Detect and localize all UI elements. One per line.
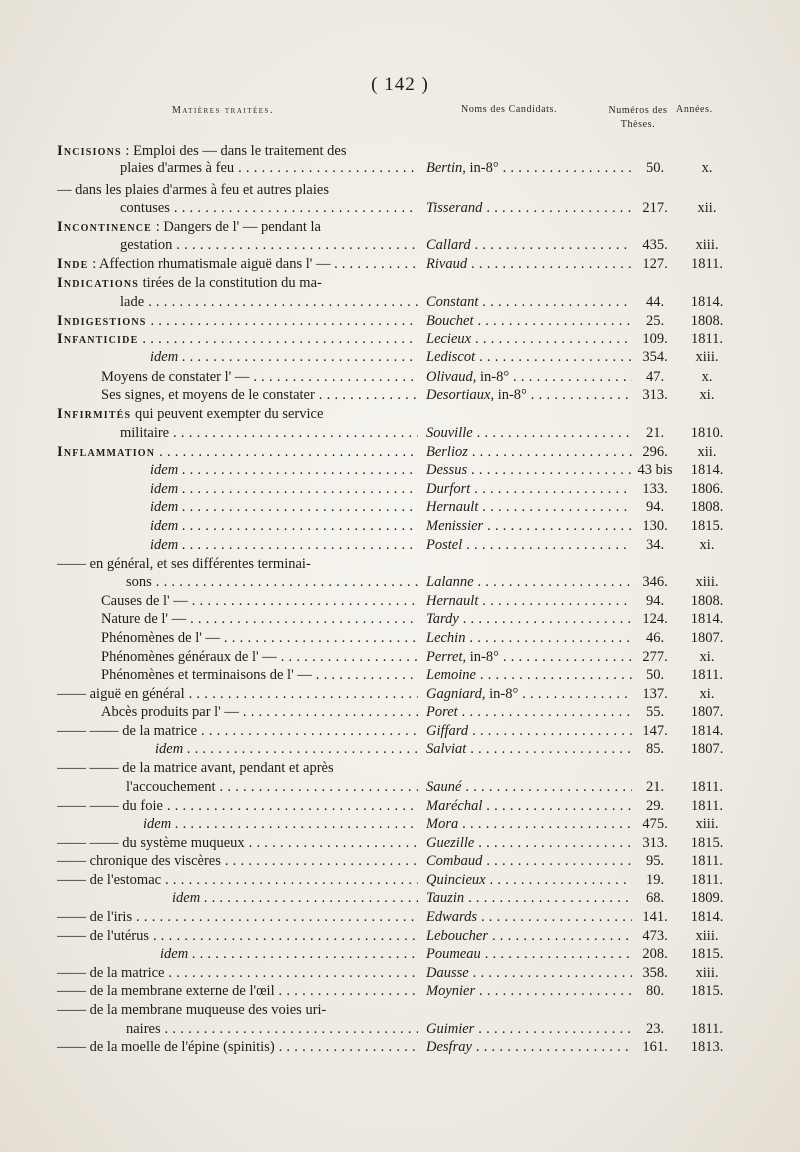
subject-heading: Incisions (57, 143, 122, 159)
thesis-year: xiii. (695, 574, 719, 590)
subject-detail: idem . . . (150, 462, 418, 478)
thesis-number: 147. (642, 723, 668, 739)
candidate-name: Lemoine . . . (426, 666, 632, 685)
thesis-year: 1808. (690, 499, 724, 515)
thesis-number: 137. (642, 686, 668, 702)
thesis-number: 43 bis (637, 462, 673, 478)
candidate-name: Tisserand . . . (426, 199, 632, 218)
candidate-name: Dessus . . . (426, 461, 632, 480)
index-line (0, 815, 800, 834)
index-line (0, 199, 800, 218)
subject-text (126, 778, 418, 797)
ditto-dash: —— —— (57, 798, 119, 814)
thesis-number: 19. (645, 872, 665, 888)
subject-text (143, 815, 418, 834)
subject-detail (155, 444, 418, 460)
thesis-number: 358. (642, 965, 668, 981)
thesis-number: 313. (642, 835, 668, 851)
subject-text (57, 982, 418, 1001)
thesis-year: 1814. (690, 294, 724, 310)
candidate-name: Lediscot . . . (426, 348, 632, 367)
candidate-name: Callard . . . (426, 236, 632, 255)
index-line (0, 778, 800, 797)
subject-detail: naires . . . (126, 1021, 418, 1037)
index-line (0, 330, 800, 349)
subject-detail: : Dangers de l' — pendant la (152, 219, 321, 235)
subject-text (57, 1038, 418, 1057)
index-line (0, 908, 800, 927)
subject-text (150, 480, 418, 499)
thesis-year: 1807. (690, 741, 724, 757)
ditto-dash: —— —— (57, 723, 119, 739)
index-line (0, 312, 800, 331)
ditto-dash: —— (57, 872, 86, 888)
ditto-dash: —— —— (57, 760, 119, 776)
ditto-dash: —— —— (57, 835, 119, 851)
index-line (0, 368, 800, 387)
index-line (0, 740, 800, 759)
ditto-dash: —— (57, 928, 86, 944)
page-number: ( 142 ) (371, 74, 429, 95)
thesis-year: xi. (699, 649, 715, 665)
subject-detail: Abcès produits par l' — . . . (101, 704, 418, 720)
subject-detail: chronique des viscères . . . (86, 853, 418, 869)
subject-text (57, 685, 418, 704)
subject-text (101, 592, 418, 611)
subject-detail: plaies d'armes à feu . . . (120, 160, 418, 176)
subject-text (57, 555, 412, 574)
candidate-name: Tauzin . . . (426, 889, 632, 908)
index-line (0, 648, 800, 667)
thesis-number: 94. (645, 499, 665, 515)
candidate-name: Giffard . . . (426, 722, 632, 741)
candidate-name: Lechin . . . (426, 629, 632, 648)
thesis-number: 435. (642, 237, 668, 253)
index-line (0, 461, 800, 480)
thesis-number: 277. (642, 649, 668, 665)
subject-text (150, 461, 418, 480)
index-line (0, 1001, 800, 1020)
header-candidates: Noms des Candidats. (461, 104, 558, 115)
thesis-number: 94. (645, 593, 665, 609)
thesis-year: 1811. (690, 1021, 724, 1037)
candidate-name: Lalanne . . . (426, 573, 632, 592)
subject-text (57, 964, 418, 983)
index-line (0, 871, 800, 890)
subject-detail: idem . . . (155, 741, 418, 757)
thesis-year: 1813. (690, 1039, 724, 1055)
subject-detail: de l'estomac . . . (86, 872, 418, 888)
thesis-number: 80. (645, 983, 665, 999)
thesis-number: 346. (642, 574, 668, 590)
ditto-dash: —— (57, 1039, 86, 1055)
index-line (0, 218, 800, 237)
subject-detail: idem . . . (172, 890, 418, 906)
candidate-name: Dausse . . . (426, 964, 632, 983)
subject-detail: Causes de l' — . . . (101, 593, 418, 609)
thesis-year: 1809. (690, 890, 724, 906)
candidate-name: Gagniard, in-8° . . . (426, 685, 632, 704)
thesis-year: 1810. (690, 425, 724, 441)
thesis-year: x. (701, 369, 713, 385)
subject-text (120, 159, 418, 178)
index-line (0, 592, 800, 611)
thesis-year: xiii. (695, 928, 719, 944)
index-line (0, 685, 800, 704)
subject-text (126, 573, 418, 592)
subject-text (57, 1001, 412, 1020)
index-line (0, 945, 800, 964)
thesis-year: xii. (697, 444, 717, 460)
thesis-number: 208. (642, 946, 668, 962)
candidate-name: Olivaud, in-8° . . . (426, 368, 632, 387)
thesis-year: 1814. (690, 462, 724, 478)
index-line (0, 480, 800, 499)
subject-text (57, 927, 418, 946)
index-line (0, 927, 800, 946)
candidate-name: Bertin, in-8° . . . (426, 159, 632, 178)
thesis-year: 1814. (690, 611, 724, 627)
thesis-year: xi. (699, 686, 715, 702)
index-line (0, 629, 800, 648)
subject-detail: tirées de la constitution du ma- (139, 275, 322, 291)
subject-text (57, 834, 418, 853)
subject-heading: Indications (57, 275, 140, 291)
thesis-number: 50. (645, 160, 665, 176)
thesis-number: 44. (645, 294, 665, 310)
candidate-name: Berlioz . . . (426, 443, 632, 462)
thesis-year: 1807. (690, 704, 724, 720)
subject-detail: qui peuvent exempter du service (131, 406, 324, 422)
subject-text (120, 199, 418, 218)
thesis-number: 68. (645, 890, 665, 906)
subject-detail (147, 313, 418, 329)
header-subjects: Matières traitées. (172, 105, 274, 116)
thesis-year: 1814. (690, 909, 724, 925)
index-line (0, 498, 800, 517)
candidate-name: Maréchal . . . (426, 797, 632, 816)
subject-detail: de la matrice avant, pendant et après (118, 760, 334, 776)
index-line (0, 555, 800, 574)
subject-detail: militaire . . . (120, 425, 418, 441)
subject-detail: : Emploi des — dans le traitement des (121, 143, 347, 159)
thesis-year: 1815. (690, 518, 724, 534)
subject-detail: Phénomènes de l' — . . . (101, 630, 418, 646)
subject-detail: idem . . . (150, 518, 418, 534)
subject-text (160, 945, 418, 964)
candidate-name: Lecieux . . . (426, 330, 632, 349)
subject-text (57, 908, 418, 927)
candidate-name: Quincieux . . . (426, 871, 632, 890)
index-line (0, 405, 800, 424)
candidate-name: Mora . . . (426, 815, 632, 834)
thesis-year: xiii. (695, 237, 719, 253)
index-line (0, 666, 800, 685)
thesis-number: 133. (642, 481, 668, 497)
subject-heading: Indigestions (57, 313, 147, 329)
index-line (0, 889, 800, 908)
subject-text (57, 852, 418, 871)
candidate-name: Poret . . . (426, 703, 632, 722)
index-line (0, 424, 800, 443)
index-line (0, 834, 800, 853)
subject-detail: de la membrane externe de l'œil . . . (86, 983, 418, 999)
thesis-number: 296. (642, 444, 668, 460)
subject-text (120, 424, 418, 443)
subject-text (150, 536, 418, 555)
candidate-name: Hernault . . . (426, 592, 632, 611)
index-line (0, 274, 800, 293)
index-line (0, 443, 800, 462)
index-line (0, 1038, 800, 1057)
thesis-year: 1811. (690, 872, 724, 888)
subject-detail: contuses . . . (120, 200, 418, 216)
candidate-name: Guimier . . . (426, 1020, 632, 1039)
thesis-number: 217. (642, 200, 668, 216)
thesis-number: 47. (645, 369, 665, 385)
subject-detail: idem . . . (150, 349, 418, 365)
thesis-year: 1807. (690, 630, 724, 646)
index-line (0, 852, 800, 871)
index-line (0, 293, 800, 312)
subject-detail: de l'utérus . . . (86, 928, 418, 944)
thesis-year: 1811. (690, 779, 724, 795)
subject-heading: Infirmités (57, 406, 132, 422)
subject-text (57, 443, 418, 462)
thesis-year: 1811. (690, 798, 724, 814)
subject-detail: idem . . . (150, 499, 418, 515)
subject-heading: Incontinence (57, 219, 153, 235)
subject-text (101, 666, 418, 685)
subject-heading: Inflammation (57, 444, 156, 460)
subject-text (101, 648, 418, 667)
subject-detail: en général, et ses différentes terminai- (86, 556, 311, 572)
thesis-number: 85. (645, 741, 665, 757)
subject-detail: sons . . . (126, 574, 418, 590)
candidate-name: Durfort . . . (426, 480, 632, 499)
thesis-number: 141. (642, 909, 668, 925)
subject-text (57, 722, 418, 741)
thesis-year: 1811. (690, 331, 724, 347)
thesis-number: 127. (642, 256, 668, 272)
candidate-name: Tardy . . . (426, 610, 632, 629)
index-line (0, 348, 800, 367)
subject-text (101, 386, 418, 405)
candidate-name: Edwards . . . (426, 908, 632, 927)
subject-text (57, 274, 412, 293)
candidate-name: Combaud . . . (426, 852, 632, 871)
ditto-dash: —— (57, 556, 86, 572)
subject-detail: idem . . . (160, 946, 418, 962)
thesis-year: 1815. (690, 835, 724, 851)
thesis-year: 1815. (690, 946, 724, 962)
subject-detail: de la membrane muqueuse des voies uri- (86, 1002, 327, 1018)
thesis-year: 1814. (690, 723, 724, 739)
thesis-year: 1811. (690, 667, 724, 683)
subject-text (57, 871, 418, 890)
thesis-year: 1811. (690, 256, 724, 272)
subject-detail: Phénomènes et terminaisons de l' — . . . (101, 667, 418, 683)
thesis-year: x. (701, 160, 713, 176)
subject-text (120, 293, 418, 312)
thesis-number: 354. (642, 349, 668, 365)
subject-detail: de la matrice . . . (119, 723, 418, 739)
subject-text (150, 517, 418, 536)
header-thesis-number: Numéros des Thèses. (608, 105, 668, 130)
thesis-year: xi. (699, 537, 715, 553)
thesis-year: xiii. (695, 965, 719, 981)
thesis-number: 161. (642, 1039, 668, 1055)
index-line (0, 159, 800, 178)
subject-detail: : Affection rhumatismale aiguë dans l' — . . . . (89, 256, 418, 272)
ditto-dash: —— (57, 686, 86, 702)
candidate-name: Rivaud . . . (426, 255, 632, 274)
subject-text (57, 312, 418, 331)
candidate-name: Menissier . . . (426, 517, 632, 536)
subject-text (57, 255, 418, 274)
subject-text (101, 368, 418, 387)
thesis-number: 21. (645, 425, 665, 441)
subject-text (101, 629, 418, 648)
thesis-number: 25. (645, 313, 665, 329)
index-line (0, 181, 800, 200)
subject-detail: idem . . . (150, 537, 418, 553)
index-line (0, 573, 800, 592)
subject-detail: Ses signes, et moyens de le constater . . . (101, 387, 418, 403)
candidate-name: Souville . . . (426, 424, 632, 443)
subject-detail: l'accouchement . . . (126, 779, 418, 795)
ditto-dash: —— (57, 1002, 86, 1018)
ditto-dash: —— (57, 853, 86, 869)
thesis-year: 1811. (690, 853, 724, 869)
thesis-number: 23. (645, 1021, 665, 1037)
candidate-name: Moynier . . . (426, 982, 632, 1001)
index-line (0, 236, 800, 255)
subject-text (150, 348, 418, 367)
subject-text (120, 236, 418, 255)
subject-text (101, 610, 418, 629)
subject-detail: lade . . . (120, 294, 418, 310)
index-line (0, 703, 800, 722)
candidate-name: Guezille . . . (426, 834, 632, 853)
candidate-name: Bouchet . . . (426, 312, 632, 331)
subject-text (57, 797, 418, 816)
candidate-name: Sauné . . . (426, 778, 632, 797)
candidate-name: Hernault . . . (426, 498, 632, 517)
thesis-year: 1808. (690, 313, 724, 329)
candidate-name: Desortiaux, in-8° . . . (426, 386, 632, 405)
header-years: Années. (676, 104, 713, 115)
thesis-year: xi. (699, 387, 715, 403)
thesis-number: 124. (642, 611, 668, 627)
thesis-number: 29. (645, 798, 665, 814)
thesis-number: 46. (645, 630, 665, 646)
subject-detail: idem . . . (143, 816, 418, 832)
subject-detail: Moyens de constater l' — . . . (101, 369, 418, 385)
index-line (0, 1020, 800, 1039)
candidate-name: Leboucher . . . (426, 927, 632, 946)
candidate-name: Postel . . . (426, 536, 632, 555)
subject-detail: Nature de l' — . . . (101, 611, 418, 627)
thesis-year: xiii. (695, 349, 719, 365)
subject-detail (138, 331, 418, 347)
subject-text (57, 218, 412, 237)
subject-text (150, 498, 418, 517)
thesis-number: 109. (642, 331, 668, 347)
subject-detail: idem . . . (150, 481, 418, 497)
thesis-year: 1808. (690, 593, 724, 609)
thesis-number: 34. (645, 537, 665, 553)
subject-heading: Infanticide (57, 331, 139, 347)
candidate-name: Perret, in-8° . . . (426, 648, 632, 667)
ditto-dash: —— (57, 909, 86, 925)
candidate-name: Poumeau . . . (426, 945, 632, 964)
thesis-number: 55. (645, 704, 665, 720)
ditto-dash: —— (57, 983, 86, 999)
index-line (0, 797, 800, 816)
subject-text (57, 181, 412, 200)
candidate-name: Desfray . . . (426, 1038, 632, 1057)
subject-detail: du système muqueux . . . (119, 835, 418, 851)
index-line (0, 964, 800, 983)
subject-text (57, 405, 412, 424)
ditto-dash: — (57, 182, 72, 198)
subject-heading: Inde (57, 256, 89, 272)
subject-text (126, 1020, 418, 1039)
thesis-number: 473. (642, 928, 668, 944)
index-line (0, 517, 800, 536)
subject-detail: de l'iris . . . (86, 909, 418, 925)
subject-detail: de la matrice . . . (86, 965, 418, 981)
candidate-name: Constant . . . (426, 293, 632, 312)
subject-text (57, 330, 418, 349)
thesis-year: xii. (697, 200, 717, 216)
index-line (0, 386, 800, 405)
thesis-number: 50. (645, 667, 665, 683)
subject-detail: aiguë en général . . . (86, 686, 418, 702)
index-line (0, 722, 800, 741)
subject-text (155, 740, 418, 759)
subject-detail: gestation . . . (120, 237, 418, 253)
subject-detail: du foie . . . (119, 798, 418, 814)
thesis-year: xiii. (695, 816, 719, 832)
index-line (0, 610, 800, 629)
subject-text (57, 759, 412, 778)
index-line (0, 255, 800, 274)
index-line (0, 759, 800, 778)
candidate-name: Salviat . . . (426, 740, 632, 759)
thesis-number: 95. (645, 853, 665, 869)
thesis-number: 130. (642, 518, 668, 534)
thesis-number: 313. (642, 387, 668, 403)
subject-text (101, 703, 418, 722)
index-line (0, 536, 800, 555)
thesis-year: 1815. (690, 983, 724, 999)
thesis-number: 21. (645, 779, 665, 795)
subject-detail: dans les plaies d'armes à feu et autres plaies (71, 182, 329, 198)
subject-detail: Phénomènes généraux de l' — . . . (101, 649, 418, 665)
ditto-dash: —— (57, 965, 86, 981)
thesis-number: 475. (642, 816, 668, 832)
subject-text (172, 889, 418, 908)
index-line (0, 982, 800, 1001)
subject-detail: de la moelle de l'épine (spinitis) . . . (86, 1039, 418, 1055)
thesis-year: 1806. (690, 481, 724, 497)
